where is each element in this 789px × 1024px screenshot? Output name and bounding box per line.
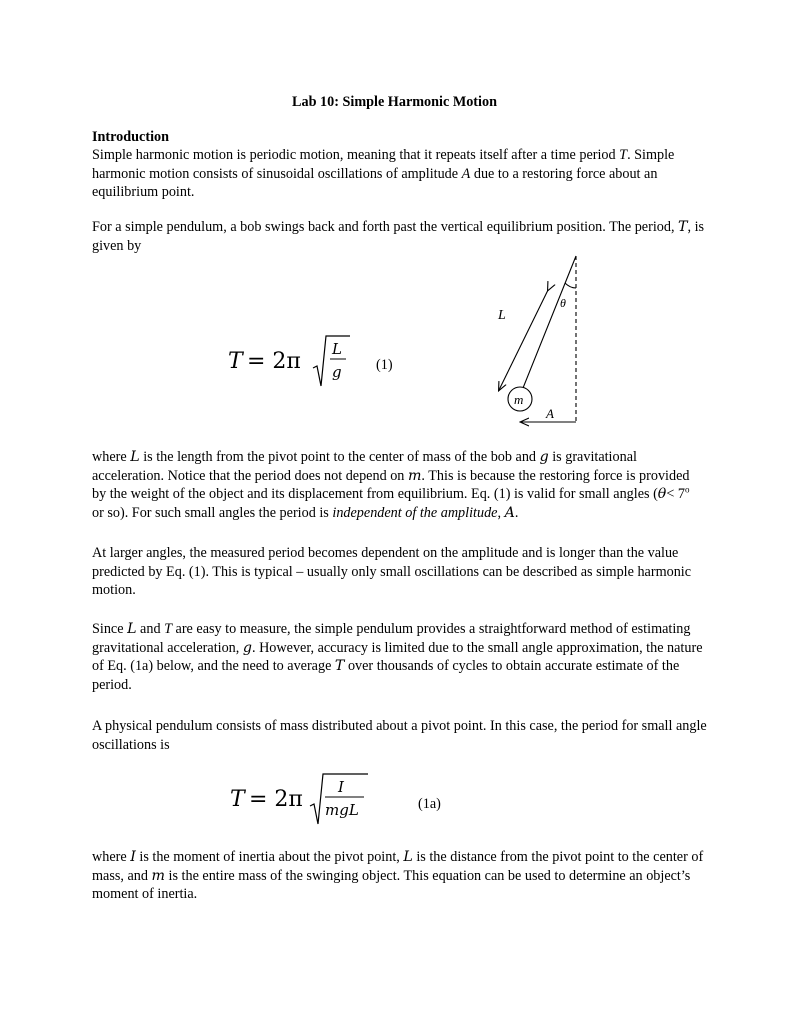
paragraph-since-l-and-t: Since L and T are easy to measure, the simple pendulum provides a straightforward method of estimating gravitational acceleration, g. However, accuracy is limited due to the small angle approximation, the nature of Eq. (1a) below, and the need to average T over thousands of cycles to obtain accurate estimate of the period.	[92, 621, 703, 693]
bob-mass-label: m	[514, 392, 524, 407]
eq1-T: T	[228, 349, 243, 374]
amplitude-label: A	[546, 406, 554, 421]
document-title: Lab 10: Simple Harmonic Motion	[292, 94, 497, 110]
eq1-denominator: g	[332, 363, 342, 381]
pendulum-string	[523, 256, 576, 388]
length-label: L	[498, 308, 506, 323]
eq1a-equals-2pi: = 2π	[249, 787, 303, 812]
pendulum-diagram	[480, 245, 600, 430]
equation-1a-label: (1a)	[418, 796, 441, 812]
paragraph-moment-of-inertia: where I is the moment of inertia about the pivot point, L is the distance from the pivot point to the center of mass, and m is the entire mass of the swinging object. This equation can be used to determine an object’s moment of inertia.	[92, 849, 704, 903]
eq1-numerator: L	[332, 340, 342, 358]
equation-1a	[230, 768, 380, 836]
eq1a-numerator: I	[338, 778, 344, 796]
paragraph-simple-pendulum: For a simple pendulum, a bob swings back and forth past the vertical equilibrium position. The period, T, is given by	[92, 219, 705, 254]
paragraph-physical-pendulum: A physical pendulum consists of mass distributed about a pivot point. In this case, the period for small angle oscillations is	[92, 718, 707, 753]
equation-1a-graphic	[230, 768, 380, 830]
eq1a-denominator: mgL	[325, 801, 359, 819]
angle-label: θ	[560, 296, 566, 310]
paragraph-larger-angles: At larger angles, the measured period becomes dependent on the amplitude and is longer than the value predicted by Eq. (1). This is typical – usually only small oscillations can be described as simple harmonic motion.	[92, 545, 692, 599]
section-heading-introduction: Introduction	[92, 129, 169, 145]
eq1a-T: T	[230, 787, 245, 812]
equation-1	[228, 330, 358, 398]
equation-1-graphic	[228, 330, 358, 392]
eq1-equals-2pi: = 2π	[247, 349, 301, 374]
equation-1-label: (1)	[376, 357, 393, 373]
angle-arc	[565, 283, 576, 288]
paragraph-where-l: where L is the length from the pivot point to the center of mass of the bob and g is gravitational acceleration. Notice that the period does not depend on m. This is because the restoring force is provided by the weight of the object and its displacement from equilibrium. Eq. (1) is valid for small angles ($\theta< 7^o$ or so). For such small angles the period is independent of the amplitude, A.	[92, 449, 690, 521]
length-arrow	[499, 290, 548, 390]
paragraph-intro: Simple harmonic motion is periodic motion, meaning that it repeats itself after a time period T. Simple harmonic motion consists of sinusoidal oscillations of amplitude A due to a restoring force about an equilibrium point.	[92, 147, 675, 201]
